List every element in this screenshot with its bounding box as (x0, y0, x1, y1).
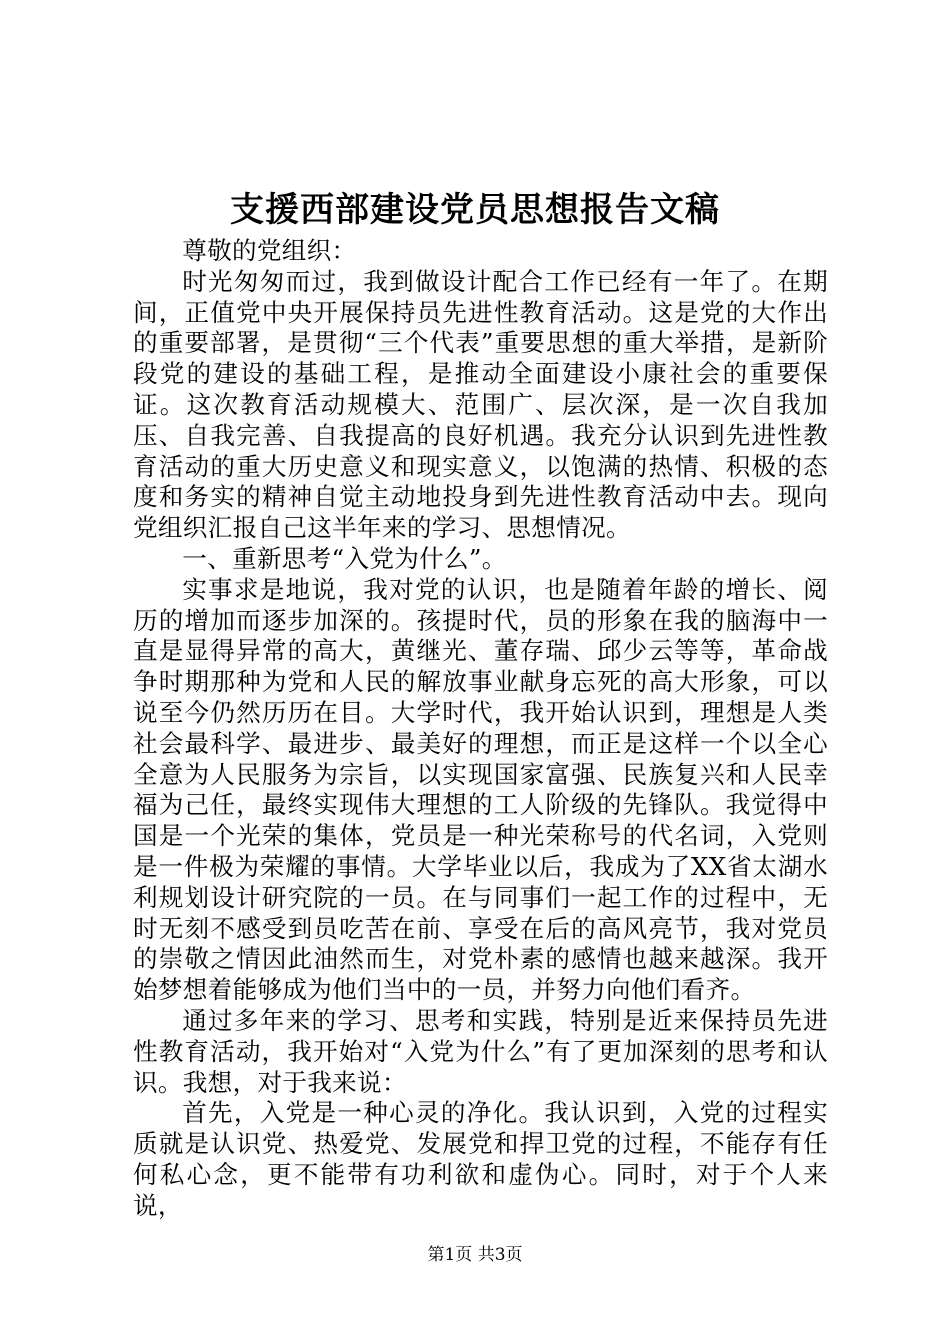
paragraph-reflection: 通过多年来的学习、思考和实践，特别是近来保持员先进性教育活动，我开始对“入党为什么”有了更加深刻的思考和认识。我想，对于我来说： (133, 1005, 828, 1097)
paragraph-history: 实事求是地说，我对党的认识，也是随着年龄的增长、阅历的增加而逐步加深的。孩提时代，员的形象在我的脑海中一直是显得异常的高大，黄继光、董存瑞、邱少云等等，革命战争时期那种为党和人民的解放事业献身忘死的高大形象，可以说至今仍然历历在目。大学时代，我开始认识到，理想是人类社会最科学、最进步、最美好的理想，而正是这样一个以全心全意为人民服务为宗旨，以实现国家富强、民族复兴和人民幸福为己任，最终实现伟大理想的工人阶级的先锋队。我觉得中国是一个光荣的集体，党员是一种光荣称号的代名词，入党则是一件极为荣耀的事情。大学毕业以后，我成为了XX省太湖水利规划设计研究院的一员。在与同事们一起工作的过程中，无时无刻不感受到员吃苦在前、享受在后的高风亮节，我对党员的崇敬之情因此油然而生，对党朴素的感情也越来越深。我开始梦想着能够成为他们当中的一员，并努力向他们看齐。 (133, 574, 828, 1005)
salutation: 尊敬的党组织： (182, 236, 357, 265)
page-footer: 第1页 共3页 (427, 1245, 523, 1265)
paragraph-intro: 时光匆匆而过，我到做设计配合工作已经有一年了。在期间，正值党中央开展保持员先进性教育活动。这是党的大作出的重要部署，是贯彻“三个代表”重要思想的重大举措，是新阶段党的建设的基础工程，是推动全面建设小康社会的重要保证。这次教育活动规模大、范围广、层次深，是一次自我加压、自我完善、自我提高的良好机遇。我充分认识到先进性教育活动的重大历史意义和现实意义，以饱满的热情、积极的态度和务实的精神自觉主动地投身到先进性教育活动中去。现向党组织汇报自己这半年来的学习、思想情况。 (133, 266, 828, 543)
section-heading-1: 一、重新思考“入党为什么”。 (182, 543, 507, 573)
paragraph-first-point: 首先，入党是一种心灵的净化。我认识到，入党的过程实质就是认识党、热爱党、发展党和捍卫党的过程，不能存有任何私心念，更不能带有功利欲和虚伪心。同时，对于个人来说， (133, 1098, 828, 1220)
document-title: 支援西部建设党员思想报告文稿 (230, 190, 720, 230)
document-body (133, 236, 828, 1222)
